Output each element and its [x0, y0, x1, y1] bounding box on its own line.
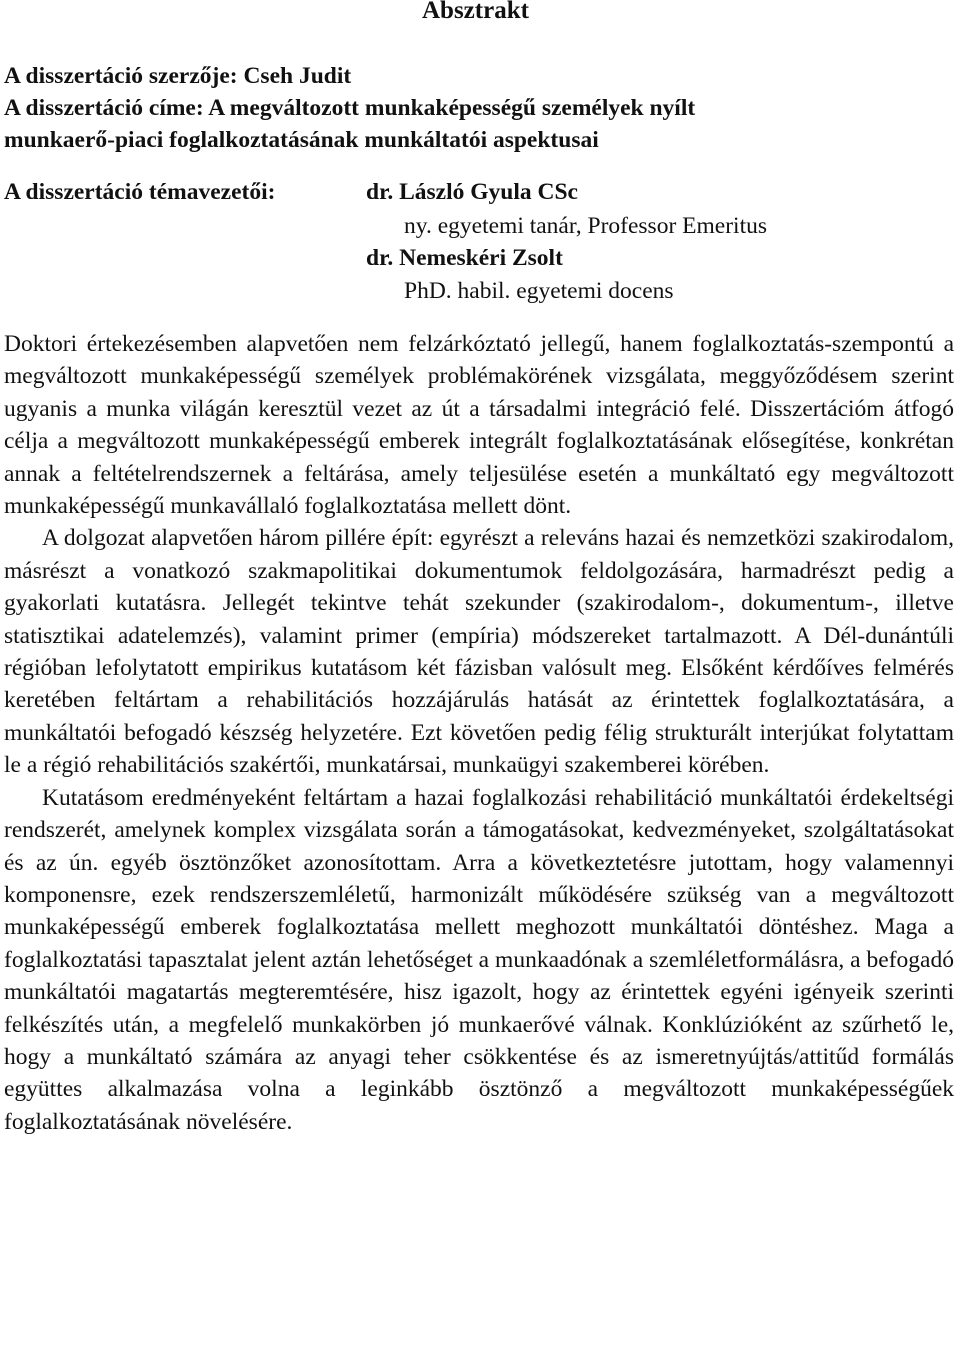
supervisors-label: A disszertáció témavezetői:	[4, 179, 276, 205]
dissertation-title-line-1: A disszertáció címe: A megváltozott munkaképességű személyek nyílt	[4, 95, 696, 121]
document-title: Absztrakt	[422, 0, 529, 24]
author-line: A disszertáció szerzője: Cseh Judit	[4, 63, 352, 89]
abstract-body	[4, 328, 954, 1138]
supervisor-2-title: PhD. habil. egyetemi docens	[404, 278, 674, 304]
paragraph-2: A dolgozat alapvetően három pillére épít: egyrészt a releváns hazai és nemzetközi szakirodalom, másrészt a vonatkozó szakmapolitikai dokumentumok feldolgozására, harmadrészt pedig a gyakorlati kutatásra. Jellegét tekintve tehát szekunder (szakirodalom-, dokumentum-, illetve statisztikai adatelemzés), valamint primer (empíria) módszereket tartalmazott. A Dél-dunántúli régióban lefolytatott empirikus kutatásom két fázisban valósult meg. Elsőként kérdőíves felmérés keretében feltártam a rehabilitációs hozzájárulás hatását az érintettek foglalkoztatására, a munkáltatói befogadó készség helyzetére. Ezt követően pedig félig strukturált interjúkat folytattam le a régió rehabilitációs szakértői, munkatársai, munkaügyi szakemberei körében.	[4, 525, 954, 779]
supervisor-2-name: dr. Nemeskéri Zsolt	[366, 245, 563, 271]
dissertation-title-line-2: munkaerő-piaci foglalkoztatásának munkáltatói aspektusai	[4, 127, 599, 153]
supervisor-1-name: dr. László Gyula CSc	[366, 179, 578, 205]
paragraph-1: Doktori értekezésemben alapvetően nem felzárkóztató jellegű, hanem foglalkoztatás-szempontú a megváltozott munkaképességű személyek problémakörének vizsgálata, meggyőződésem szerint ugyanis a munka világán keresztül vezet az út a társadalmi integráció felé. Disszertációm átfogó célja a megváltozott munkaképességű emberek integrált foglalkoztatásának elősegítése, konkrétan annak a feltételrendszernek a feltárása, amely teljesülése esetén a munkáltató egy megváltozott munkaképességű munkavállaló foglalkoztatása mellett dönt.	[4, 331, 954, 520]
supervisor-1-title: ny. egyetemi tanár, Professor Emeritus	[404, 213, 767, 239]
paragraph-3: Kutatásom eredményeként feltártam a hazai foglalkozási rehabilitáció munkáltatói érdekeltségi rendszerét, amelynek komplex vizsgálata során a támogatásokat, kedvezményeket, szolgáltatásokat és az ún. egyéb ösztönzőket azonosítottam. Arra a következtetésre jutottam, hogy valamennyi komponensre, ezek rendszerszemléletű, harmonizált működésére szükség van a megváltozott munkaképességű emberek foglalkoztatása mellett meghozott munkáltatói döntéshez. Maga a foglalkoztatási tapasztalat jelent aztán lehetőséget a munkaadónak a szemléletformálásra, a befogadó munkáltatói magatartás megteremtésére, hisz igazolt, hogy az érintettek egyéni igényeik szerinti felkészítés után, a megfelelő munkakörben jó munkaerővé válnak. Konklúzióként az szűrhető le, hogy a munkáltató számára az anyagi teher csökkentése és az ismeretnyújtás/attitűd formálás együttes alkalmazása volna a leginkább ösztönző a megváltozott munkaképességűek foglalkoztatásának növelésére.	[4, 784, 954, 1135]
